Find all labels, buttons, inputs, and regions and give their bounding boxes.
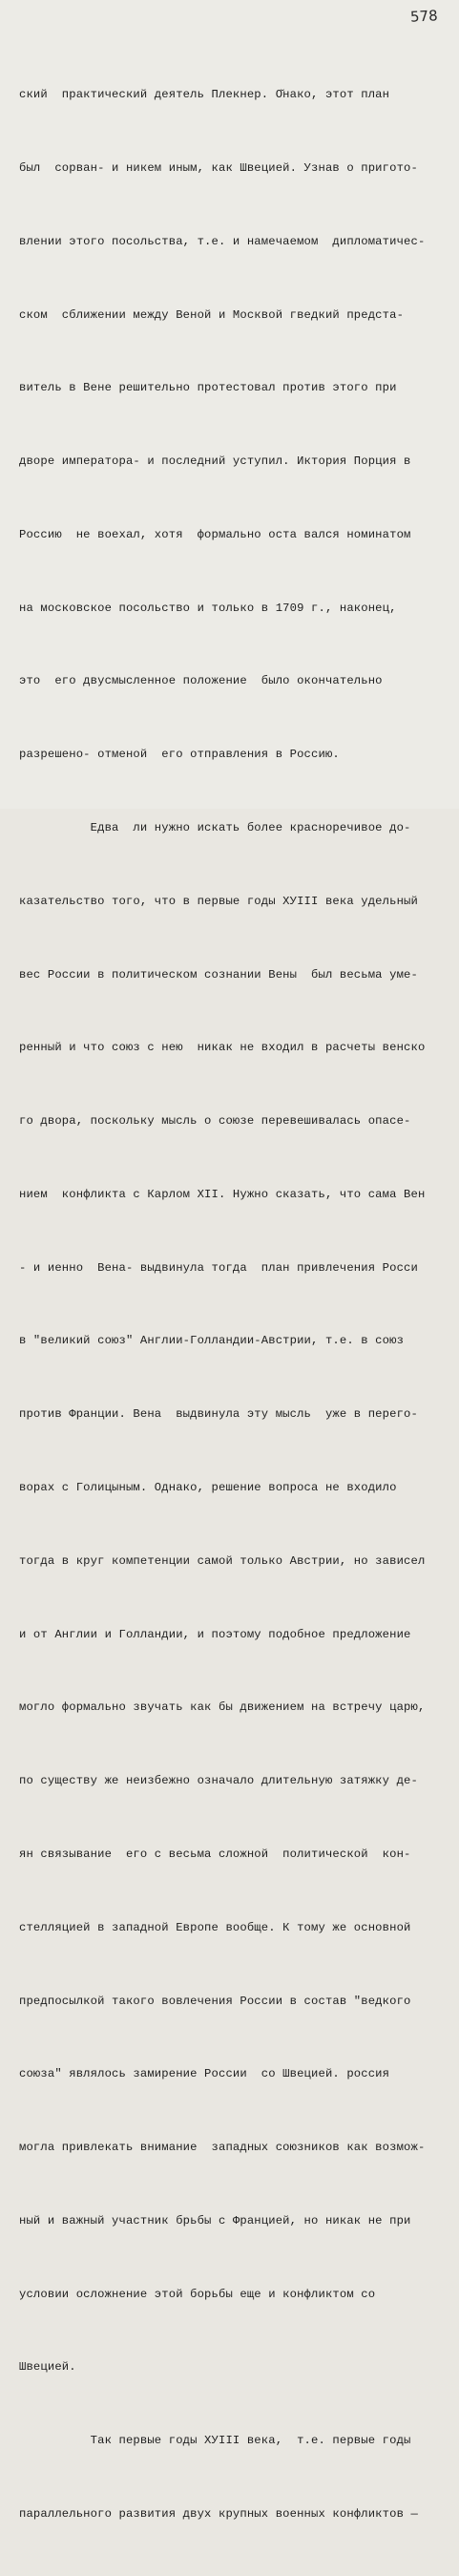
text-line: могла привлекать внимание западных союзников как возмож- (19, 2141, 426, 2155)
text-line: в "великий союз" Англии-Голландии-Австрии, т.е. в союз (19, 1334, 405, 1348)
text-line: дворе императора- и последний уступил. Иктория Порция в (19, 454, 411, 469)
text-line: ском сближении между Веной и Москвой гведкий предста- (19, 307, 405, 322)
text-line: ный и важный участник брьбы с Францией, но никак не при (19, 2213, 411, 2228)
text-line: Едва ли нужно искать более красноречивое до- (19, 821, 411, 834)
text-line: казательство того, что в первые годы ХУIII века удельный (19, 894, 418, 908)
text-line: Так первые годы ХУIII века, т.е. первые годы (19, 2434, 411, 2448)
text-line: был сорван- и никем иным, как Швецией. Узнав о пригото- (19, 160, 418, 175)
text-line: стелляцией в западной Европе вообще. К тому же основной (19, 1920, 411, 1934)
text-line: ворах с Голицыным. Однако, решение вопроса не входило (19, 1481, 397, 1495)
text-line: союза" являлось замирение России со Швецией. россия (19, 2067, 390, 2081)
text-line: это его двусмысленное положение было окончательно (19, 674, 383, 688)
text-line: предпосылкой такого вовлечения России в состав "ведкого (19, 1994, 411, 2008)
text-line: Швецией. (19, 2360, 76, 2375)
text-line: витель в Вене решительно протестовал против этого при (19, 381, 397, 395)
text-line: условии осложнение этой борьбы еще и конфликтом со (19, 2287, 376, 2301)
text-line: параллельного развития двух крупных военных конфликтов — (19, 2506, 418, 2521)
text-line: влении этого посольства, т.е. и намечаемом дипломатичес- (19, 234, 426, 248)
text-line: вес России в политическом сознании Вены был весьма уме- (19, 967, 418, 982)
text-line: ский практический деятель Плекнер. О̆нако, этот план (19, 88, 390, 102)
text-line: Россию не воехал, хотя формально оста вался номинатом (19, 527, 411, 541)
page-number: 578 (409, 7, 439, 26)
text-line: ян связывание его с весьма сложной политической кон- (19, 1847, 411, 1861)
text-line: на московское посольство и только в 1709 г., наконец, (19, 601, 397, 615)
text-line: нием конфликта с Карлом XII. Нужно сказать, что сама Вен (19, 1187, 426, 1201)
text-line: против Франции. Вена выдвинула эту мысль уже в перего- (19, 1407, 418, 1422)
text-line: разрешено- отменой его отправления в Россию. (19, 748, 340, 762)
text-line: го двора, поскольку мысль о союзе перевешивалась опасе- (19, 1114, 411, 1129)
text-line: могло формально звучать как бы движением на встречу царю, (19, 1700, 426, 1715)
body-text (19, 34, 449, 2576)
text-line: и от Англии и Голландии, и поэтому подобное предложение (19, 1627, 411, 1641)
text-line: - и иенно Вена- выдвинула тогда план привлечения Росси (19, 1260, 418, 1275)
text-line: тогда в круг компетенции самой только Австрии, но зависел (19, 1553, 426, 1568)
text-line: ренный и что союз с нею никак не входил в расчеты венско (19, 1041, 426, 1055)
text-line: по существу же неизбежно означало длительную затяжку де- (19, 1774, 418, 1788)
